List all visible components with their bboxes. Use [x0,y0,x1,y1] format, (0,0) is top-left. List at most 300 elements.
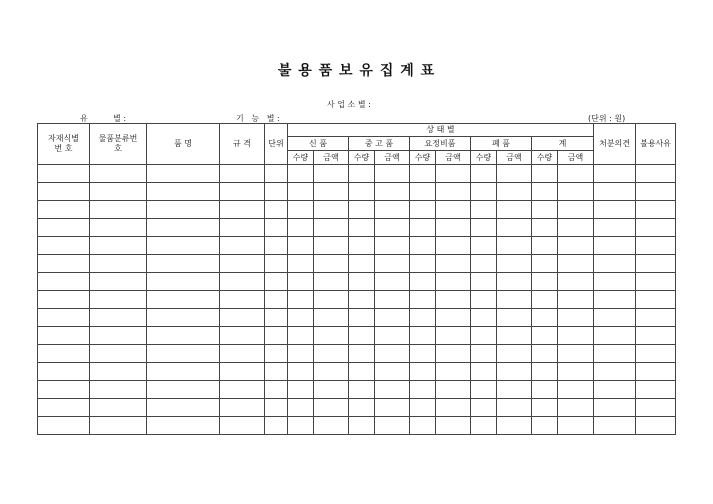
table-cell[interactable] [532,273,558,291]
table-cell[interactable] [220,399,265,417]
table-cell[interactable] [375,363,410,381]
table-cell[interactable] [38,237,90,255]
table-cell[interactable] [532,381,558,399]
form-title: 불 용 품 보 유 집 계 표 [277,63,436,79]
table-cell[interactable] [38,381,90,399]
table-cell[interactable] [594,165,636,183]
table-cell[interactable] [38,273,90,291]
table-cell[interactable] [636,201,676,219]
table-cell[interactable] [471,309,497,327]
table-cell[interactable] [410,291,436,309]
table-cell[interactable] [594,291,636,309]
table-cell[interactable] [497,219,532,237]
table-cell[interactable] [38,309,90,327]
table-cell[interactable] [410,201,436,219]
table-cell[interactable] [497,345,532,363]
table-cell[interactable] [38,219,90,237]
table-cell[interactable] [436,291,471,309]
unit-note: (단위 : 원) [588,114,626,123]
table-cell[interactable] [147,417,220,435]
table-cell[interactable] [90,327,147,345]
table-cell[interactable] [314,345,349,363]
table-cell[interactable] [375,417,410,435]
header-spec: 규 격 [220,124,265,165]
table-cell[interactable] [436,345,471,363]
table-cell[interactable] [288,291,314,309]
header-class-no [90,124,147,165]
table-cell[interactable] [410,219,436,237]
table-row [38,363,676,381]
table-cell[interactable] [349,309,375,327]
table-cell[interactable] [636,183,676,201]
table-cell[interactable] [497,381,532,399]
table-cell[interactable] [375,183,410,201]
table-cell[interactable] [471,201,497,219]
table-cell[interactable] [497,237,532,255]
table-cell[interactable] [594,201,636,219]
table-cell[interactable] [349,201,375,219]
table-cell[interactable] [410,165,436,183]
table-cell[interactable] [314,183,349,201]
table-cell[interactable] [497,327,532,345]
table-cell[interactable] [594,237,636,255]
table-cell[interactable] [147,381,220,399]
table-cell[interactable] [220,309,265,327]
table-cell[interactable] [220,183,265,201]
table-cell[interactable] [220,255,265,273]
table-row [38,165,676,183]
table-cell[interactable] [497,291,532,309]
table-cell[interactable] [497,363,532,381]
table-cell[interactable] [594,219,636,237]
subheader-amount: 금액 [558,151,594,165]
header-asset-id-line2: 번 호 [54,144,73,153]
table-cell[interactable] [436,273,471,291]
table-cell[interactable] [90,183,147,201]
business-unit-label: 사 업 소 별 : [327,100,371,109]
table-cell[interactable] [497,165,532,183]
table-cell[interactable] [558,255,594,273]
table-cell[interactable] [147,255,220,273]
table-cell[interactable] [594,183,636,201]
table-cell[interactable] [265,363,288,381]
table-cell[interactable] [349,417,375,435]
table-cell[interactable] [436,237,471,255]
function-label: 기 능 별 : [236,114,280,123]
table-cell[interactable] [471,237,497,255]
table-cell[interactable] [147,237,220,255]
table-cell[interactable] [147,309,220,327]
table-cell[interactable] [265,309,288,327]
subheader-amount: 금액 [436,151,471,165]
table-cell[interactable] [349,273,375,291]
table-cell[interactable] [265,381,288,399]
table-cell[interactable] [288,219,314,237]
table-cell[interactable] [532,291,558,309]
table-cell[interactable] [90,309,147,327]
table-cell[interactable] [288,381,314,399]
table-cell[interactable] [471,219,497,237]
table-cell[interactable] [558,327,594,345]
table-cell[interactable] [90,255,147,273]
table-cell[interactable] [436,417,471,435]
table-cell[interactable] [349,399,375,417]
table-cell[interactable] [471,183,497,201]
table-cell[interactable] [558,309,594,327]
table-cell[interactable] [220,201,265,219]
table-cell[interactable] [375,219,410,237]
table-cell[interactable] [265,165,288,183]
table-cell[interactable] [471,363,497,381]
table-cell[interactable] [558,201,594,219]
table-cell[interactable] [288,417,314,435]
table-cell[interactable] [636,219,676,237]
table-cell[interactable] [90,219,147,237]
table-cell[interactable] [220,219,265,237]
table-cell[interactable] [436,165,471,183]
table-cell[interactable] [314,201,349,219]
table-cell[interactable] [314,363,349,381]
table-cell[interactable] [410,183,436,201]
table-cell[interactable] [349,291,375,309]
subheader-amount: 금액 [497,151,532,165]
table-cell[interactable] [288,309,314,327]
table-cell[interactable] [288,255,314,273]
table-cell[interactable] [147,165,220,183]
header-class-no-line1: 물품분류번 [98,134,138,143]
table-cell[interactable] [471,291,497,309]
table-cell[interactable] [288,273,314,291]
table-cell[interactable] [38,165,90,183]
table-cell[interactable] [38,291,90,309]
table-cell[interactable] [90,381,147,399]
table-cell[interactable] [436,219,471,237]
table-cell[interactable] [410,327,436,345]
table-cell[interactable] [497,183,532,201]
subheader-qty: 수량 [288,151,314,165]
table-row [38,381,676,399]
table-cell[interactable] [375,255,410,273]
table-cell[interactable] [497,309,532,327]
table-cell[interactable] [375,309,410,327]
table-cell[interactable] [497,399,532,417]
table-cell[interactable] [471,417,497,435]
table-cell[interactable] [147,327,220,345]
table-cell[interactable] [349,255,375,273]
table-cell[interactable] [532,417,558,435]
table-cell[interactable] [38,417,90,435]
header-unit: 단위 [265,124,288,165]
table-cell[interactable] [532,165,558,183]
table-cell[interactable] [38,183,90,201]
table-cell[interactable] [594,417,636,435]
header-disposal: 처분의견 [594,124,636,165]
table-cell[interactable] [436,399,471,417]
table-cell[interactable] [349,237,375,255]
table-cell[interactable] [636,237,676,255]
table-cell[interactable] [558,237,594,255]
table-cell[interactable] [288,165,314,183]
table-cell[interactable] [497,273,532,291]
table-cell[interactable] [314,237,349,255]
table-cell[interactable] [147,291,220,309]
table-cell[interactable] [90,417,147,435]
table-cell[interactable] [436,201,471,219]
table-cell[interactable] [436,255,471,273]
header-class-no-line2: 호 [114,144,122,153]
table-cell[interactable] [558,345,594,363]
table-cell[interactable] [558,417,594,435]
table-cell[interactable] [558,291,594,309]
table-cell[interactable] [314,165,349,183]
header-asset-id-line1: 자재식별 [48,134,79,143]
table-cell[interactable] [636,363,676,381]
table-cell[interactable] [220,237,265,255]
table-cell[interactable] [314,417,349,435]
table-cell[interactable] [558,165,594,183]
table-cell[interactable] [471,165,497,183]
table-cell[interactable] [375,381,410,399]
table-row [38,183,676,201]
table-cell[interactable] [314,399,349,417]
table-cell[interactable] [220,291,265,309]
table-row [38,417,676,435]
table-cell[interactable] [558,399,594,417]
table-cell[interactable] [636,273,676,291]
table-cell[interactable] [288,201,314,219]
table-cell[interactable] [265,219,288,237]
table-cell[interactable] [220,345,265,363]
table-cell[interactable] [558,273,594,291]
table-cell[interactable] [147,345,220,363]
table-cell[interactable] [594,273,636,291]
subheader-qty: 수량 [410,151,436,165]
table-row [38,201,676,219]
table-cell[interactable] [532,345,558,363]
table-cell[interactable] [532,363,558,381]
table-cell[interactable] [265,183,288,201]
table-cell[interactable] [90,291,147,309]
table-cell[interactable] [147,363,220,381]
table-cell[interactable] [265,399,288,417]
table-cell[interactable] [594,363,636,381]
table-cell[interactable] [594,399,636,417]
table-cell[interactable] [314,255,349,273]
table-cell[interactable] [220,381,265,399]
table-row [38,219,676,237]
table-cell[interactable] [436,363,471,381]
table-cell[interactable] [471,399,497,417]
table-cell[interactable] [38,345,90,363]
table-cell[interactable] [532,309,558,327]
group-scrap: 폐 품 [471,137,532,151]
table-cell[interactable] [471,327,497,345]
type-label: 유 별 : [80,114,127,123]
table-cell[interactable] [314,291,349,309]
table-cell[interactable] [436,183,471,201]
table-row [38,345,676,363]
table-cell[interactable] [90,273,147,291]
table-cell[interactable] [147,219,220,237]
table-cell[interactable] [38,201,90,219]
table-cell[interactable] [90,165,147,183]
table-cell[interactable] [288,327,314,345]
table-cell[interactable] [471,255,497,273]
header-reason: 불용사유 [636,124,676,165]
table-cell[interactable] [636,255,676,273]
table-cell[interactable] [38,327,90,345]
table-cell[interactable] [288,183,314,201]
table-cell[interactable] [471,345,497,363]
table-cell[interactable] [594,255,636,273]
subheader-qty: 수량 [471,151,497,165]
group-used: 중 고 품 [349,137,410,151]
table-cell[interactable] [38,399,90,417]
table-cell[interactable] [349,345,375,363]
table-cell[interactable] [410,399,436,417]
table-cell[interactable] [410,417,436,435]
table-cell[interactable] [314,309,349,327]
header-status: 상 태 별 [288,124,594,137]
subheader-qty: 수량 [532,151,558,165]
table-cell[interactable] [594,309,636,327]
table-cell[interactable] [410,381,436,399]
table-cell[interactable] [288,363,314,381]
table-cell[interactable] [147,273,220,291]
table-cell[interactable] [636,291,676,309]
table-cell[interactable] [288,399,314,417]
table-cell[interactable] [90,363,147,381]
table-cell[interactable] [38,255,90,273]
table-cell[interactable] [594,381,636,399]
table-cell[interactable] [288,345,314,363]
subheader-qty: 수량 [349,151,375,165]
table-cell[interactable] [90,237,147,255]
group-repair: 요정비품 [410,137,471,151]
table-cell[interactable] [410,363,436,381]
group-new: 신 품 [288,137,349,151]
table-cell[interactable] [471,381,497,399]
table-cell[interactable] [265,201,288,219]
table-cell[interactable] [497,417,532,435]
table-row [38,327,676,345]
table-cell[interactable] [497,255,532,273]
table-cell[interactable] [375,399,410,417]
table-cell[interactable] [220,327,265,345]
table-cell[interactable] [265,237,288,255]
table-cell[interactable] [220,273,265,291]
table-cell[interactable] [375,291,410,309]
table-cell[interactable] [410,345,436,363]
table-cell[interactable] [636,345,676,363]
header-item-name: 품 명 [147,124,220,165]
table-cell[interactable] [471,273,497,291]
table-cell[interactable] [314,327,349,345]
table-cell[interactable] [349,183,375,201]
table-cell[interactable] [314,273,349,291]
table-cell[interactable] [90,399,147,417]
table-cell[interactable] [636,327,676,345]
table-cell[interactable] [410,273,436,291]
table-cell[interactable] [90,345,147,363]
table-cell[interactable] [594,327,636,345]
table-cell[interactable] [532,219,558,237]
table-cell[interactable] [532,183,558,201]
table-cell[interactable] [636,417,676,435]
table-cell[interactable] [265,345,288,363]
table-cell[interactable] [532,201,558,219]
table-cell[interactable] [147,399,220,417]
table-cell[interactable] [375,237,410,255]
table-cell[interactable] [38,363,90,381]
table-cell[interactable] [375,201,410,219]
table-cell[interactable] [147,201,220,219]
table-cell[interactable] [349,165,375,183]
table-cell[interactable] [410,309,436,327]
table-cell[interactable] [558,219,594,237]
table-cell[interactable] [90,201,147,219]
table-cell[interactable] [349,327,375,345]
table-cell[interactable] [220,363,265,381]
table-cell[interactable] [375,327,410,345]
table-cell[interactable] [558,363,594,381]
table-cell[interactable] [375,345,410,363]
table-cell[interactable] [220,417,265,435]
table-cell[interactable] [558,183,594,201]
table-cell[interactable] [265,291,288,309]
table-cell[interactable] [147,183,220,201]
table-cell[interactable] [636,309,676,327]
table-row [38,273,676,291]
table-cell[interactable] [636,165,676,183]
table-cell[interactable] [375,273,410,291]
table-row [38,399,676,417]
table-cell[interactable] [497,201,532,219]
table-cell[interactable] [410,255,436,273]
table-row [38,309,676,327]
table-cell[interactable] [436,381,471,399]
table-row [38,255,676,273]
table-cell[interactable] [532,327,558,345]
table-cell[interactable] [532,255,558,273]
table-cell[interactable] [375,165,410,183]
table-cell[interactable] [314,381,349,399]
table-row [38,291,676,309]
table-cell[interactable] [532,237,558,255]
table-cell[interactable] [436,309,471,327]
table-cell[interactable] [265,273,288,291]
table-cell[interactable] [349,363,375,381]
table-cell[interactable] [636,381,676,399]
table-cell[interactable] [558,381,594,399]
table-cell[interactable] [349,219,375,237]
table-cell[interactable] [265,255,288,273]
table-cell[interactable] [265,417,288,435]
table-cell[interactable] [436,327,471,345]
table-cell[interactable] [349,381,375,399]
table-cell[interactable] [594,345,636,363]
header-asset-id [38,124,90,165]
inventory-table [37,123,676,435]
table-cell[interactable] [265,327,288,345]
table-cell[interactable] [636,399,676,417]
table-cell[interactable] [532,399,558,417]
table-cell[interactable] [410,237,436,255]
subheader-amount: 금액 [375,151,410,165]
table-cell[interactable] [288,237,314,255]
table-cell[interactable] [314,219,349,237]
table-cell[interactable] [220,165,265,183]
